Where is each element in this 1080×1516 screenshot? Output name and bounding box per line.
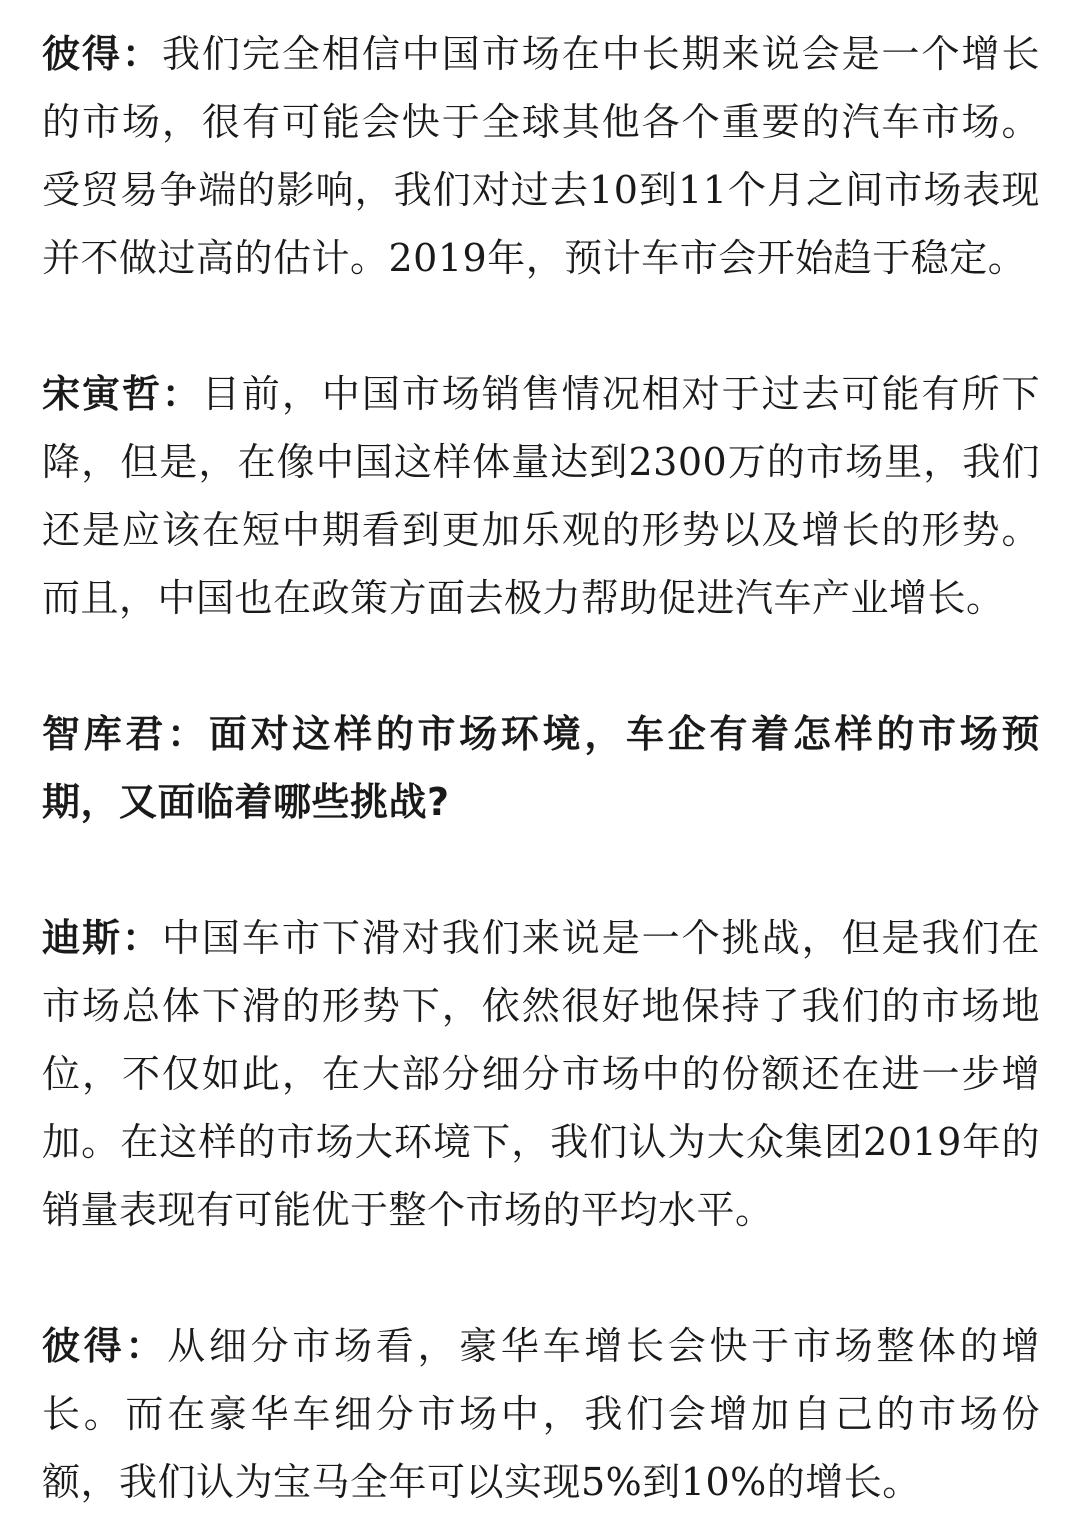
- speaker-label: 彼得：: [42, 32, 162, 76]
- paragraph-peter-2: [42, 1312, 1040, 1516]
- paragraph-question: [42, 700, 1040, 836]
- paragraph-text: 中国车市下滑对我们来说是一个挑战，但是我们在市场总体下滑的形势下，依然很好地保持了我们的市场地位，不仅如此，在大部分细分市场中的份额还在进一步增加。在这样的市场大环境下，我们认为大众集团2019年的销量表现有可能优于整个市场的平均水平。: [42, 916, 1040, 1232]
- paragraph-song: [42, 360, 1040, 632]
- speaker-label: 彼得：: [42, 1324, 168, 1368]
- speaker-label: 迪斯：: [42, 916, 162, 960]
- speaker-label: 智库君：: [42, 712, 209, 756]
- paragraph-text: 从细分市场看，豪华车增长会快于市场整体的增长。而在豪华车细分市场中，我们会增加自己的市场份额，我们认为宝马全年可以实现5%到10%的增长。: [42, 1324, 1040, 1504]
- paragraph-peter-1: [42, 20, 1040, 292]
- paragraph-text: 我们完全相信中国市场在中长期来说会是一个增长的市场，很有可能会快于全球其他各个重要的汽车市场。受贸易争端的影响，我们对过去10到11个月之间市场表现并不做过高的估计。2019年，预计车市会开始趋于稳定。: [42, 32, 1040, 280]
- paragraph-text: 目前，中国市场销售情况相对于过去可能有所下降，但是，在像中国这样体量达到2300万的市场里，我们还是应该在短中期看到更加乐观的形势以及增长的形势。而且，中国也在政策方面去极力帮助促进汽车产业增长。: [42, 372, 1040, 620]
- paragraph-diess: [42, 904, 1040, 1244]
- article-body: [42, 20, 1040, 1516]
- question-text: 面对这样的市场环境，车企有着怎样的市场预期，又面临着哪些挑战?: [42, 712, 1040, 824]
- speaker-label: 宋寅哲：: [42, 372, 202, 416]
